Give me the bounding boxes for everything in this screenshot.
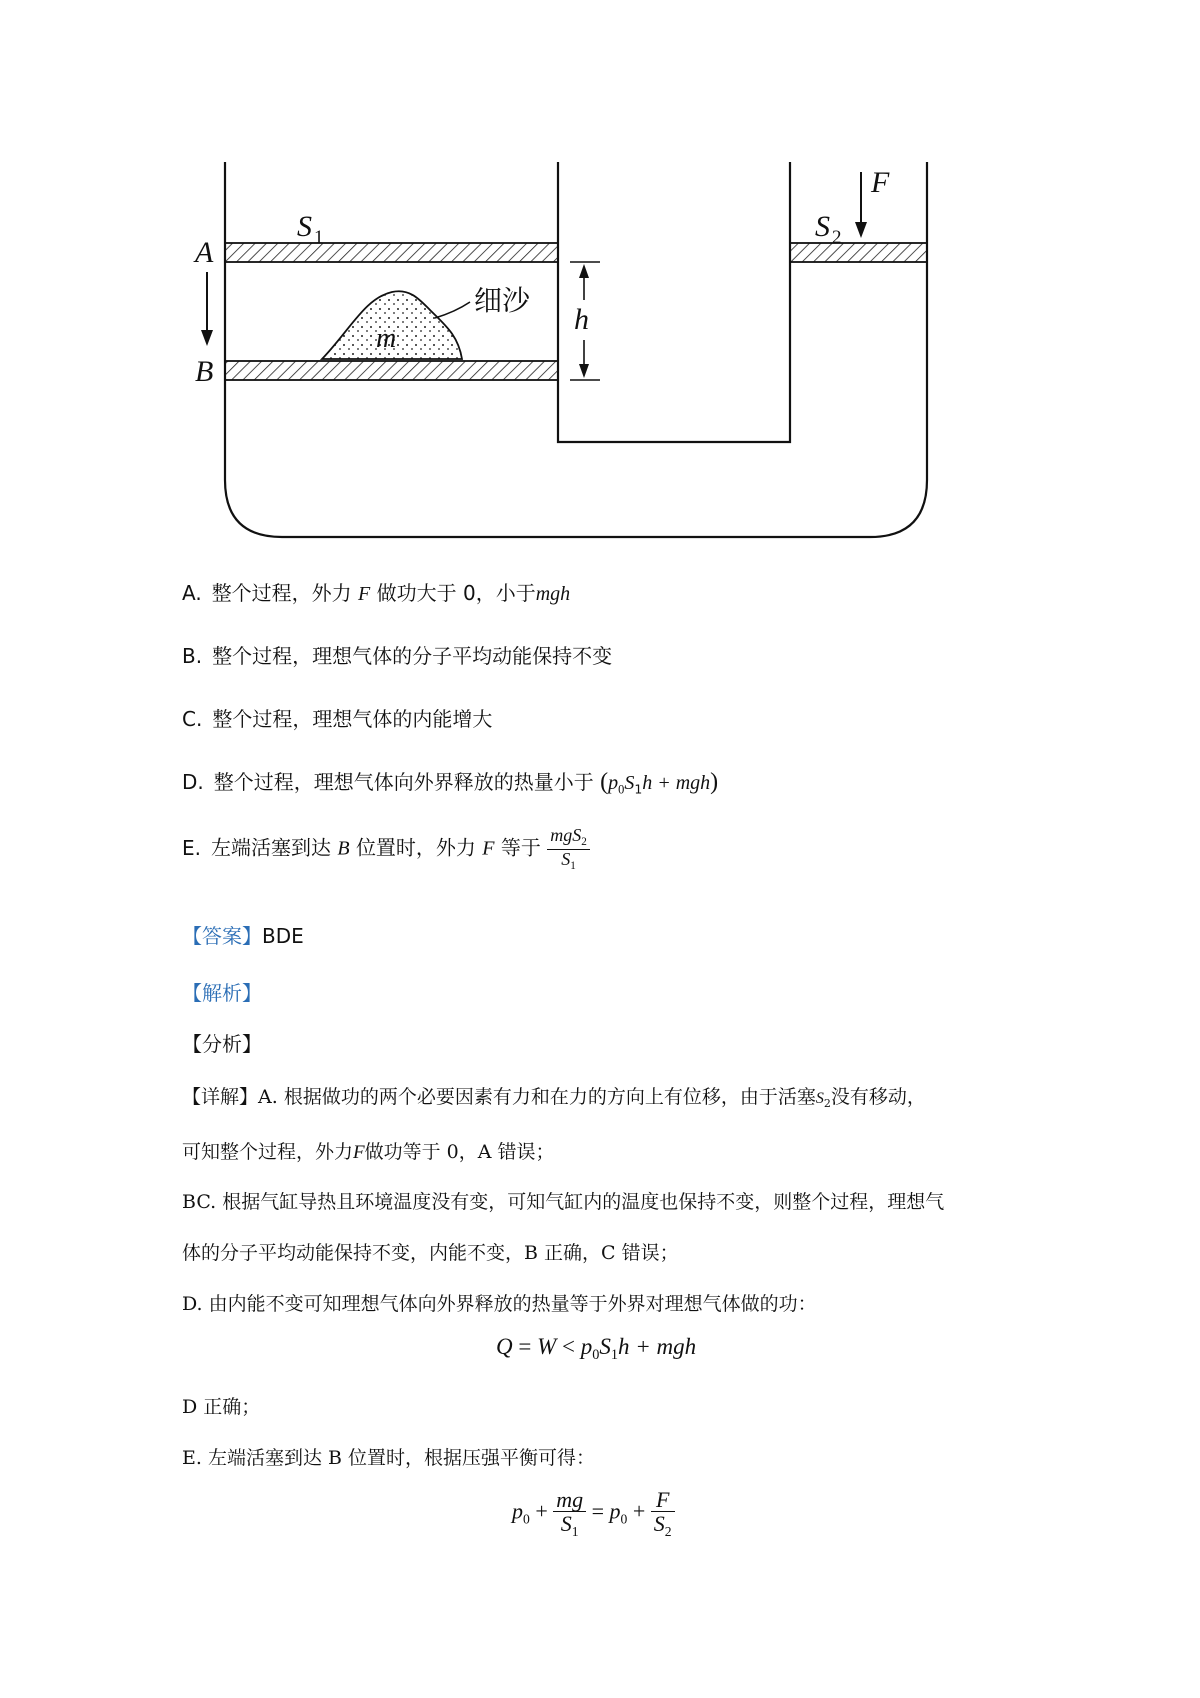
subscript: 0	[592, 1346, 600, 1363]
detail-tag: 【详解】	[182, 1086, 259, 1108]
h-arrow-up-head	[579, 264, 589, 278]
frac-num: F	[655, 1487, 670, 1512]
frac-den: S	[560, 1511, 572, 1537]
option-b	[182, 640, 612, 669]
var-q: Q	[496, 1334, 513, 1359]
option-letter: B.	[182, 644, 203, 668]
option-text: 整个过程，理想气体的分子平均动能保持不变	[212, 644, 613, 668]
var-p: p	[580, 1334, 593, 1359]
detail-text: 没有移动，	[830, 1086, 926, 1108]
option-letter: A.	[182, 581, 202, 605]
option-text: 等于	[500, 835, 541, 860]
detail-line-7: E. 左端活塞到达 B 位置时，根据压强平衡可得：	[182, 1447, 595, 1469]
frac-den: S	[561, 848, 571, 869]
subscript: 2	[823, 1096, 831, 1110]
frac-den: S	[653, 1511, 665, 1537]
detail-line-5: D. 由内能不变可知理想气体向外界释放的热量等于外界对理想气体做的功：	[182, 1293, 817, 1315]
label-h: h	[574, 303, 589, 336]
subscript: 0	[523, 1511, 530, 1527]
frac-num: mg	[556, 1487, 584, 1512]
arrow-a-to-b-head	[201, 330, 213, 346]
detail-line-2	[182, 1137, 555, 1164]
cylinder-figure	[0, 0, 1200, 560]
label-s1-sub: 1	[314, 227, 324, 248]
option-text: 位置时，外力	[355, 835, 476, 860]
piston-s2	[790, 243, 927, 262]
paren-close: )	[710, 769, 719, 795]
less-than-sign: <	[556, 1334, 581, 1359]
subscript: 1	[634, 781, 643, 797]
h-arrow-down-head	[579, 364, 589, 378]
plus-sign: +	[627, 1498, 651, 1524]
option-e	[182, 826, 590, 872]
var-s: S	[815, 1090, 824, 1107]
answer-tag: 【答案】	[182, 924, 262, 948]
frac-num: mgS	[550, 825, 582, 845]
label-sand: 细沙	[474, 284, 531, 317]
equation-q-w	[496, 1334, 696, 1364]
detail-line-6: D 正确；	[182, 1396, 261, 1418]
option-letter: C.	[182, 707, 203, 731]
expr-rest: h + mgh	[642, 772, 711, 794]
equals-sign: =	[591, 1498, 610, 1524]
answer-value: BDE	[262, 924, 304, 948]
detail-line-3: BC. 根据气缸导热且环境温度没有变，可知气缸内的温度也保持不变，则整个过程，理想气	[182, 1191, 945, 1213]
subscript: 1	[610, 1346, 619, 1363]
detail-text: A. 根据做功的两个必要因素有力和在力的方向上有位移，由于活塞	[258, 1086, 816, 1108]
subscript: 2	[664, 1523, 672, 1539]
fraction-mg-s1	[553, 1488, 586, 1539]
subscript: 0	[620, 1511, 628, 1527]
force-arrow-head	[855, 222, 867, 238]
option-letter: D.	[182, 770, 204, 794]
option-text: 整个过程，外力	[211, 581, 352, 605]
label-m: m	[376, 323, 397, 354]
label-f: F	[871, 166, 890, 199]
equals-sign: =	[512, 1334, 538, 1359]
label-b: B	[195, 355, 214, 388]
label-s1: S	[297, 210, 312, 243]
subscript: 1	[571, 1523, 579, 1539]
var-mgh: mgh	[535, 583, 571, 605]
fenxi-tag: 【分析】	[182, 1032, 262, 1056]
label-s2: S	[815, 210, 830, 243]
var-b: B	[337, 837, 350, 860]
var-f: F	[353, 1142, 365, 1163]
expr-rest: h + mgh	[618, 1334, 697, 1359]
var-f: F	[482, 837, 495, 860]
var-s: S	[599, 1334, 611, 1359]
detail-text: 做功等于 0，A 错误；	[364, 1141, 555, 1163]
label-s2-sub: 2	[832, 227, 842, 248]
paren-open: (	[600, 769, 609, 795]
piston-b	[225, 361, 558, 380]
answer-line	[182, 920, 304, 949]
subscript: 0	[618, 782, 625, 797]
var-p: p	[609, 1498, 621, 1524]
option-text: 整个过程，理想气体的内能增大	[212, 707, 493, 731]
option-text: 整个过程，理想气体向外界释放的热量小于	[213, 770, 594, 794]
fraction-f-s2	[651, 1488, 675, 1539]
option-letter: E.	[182, 835, 201, 860]
var-s: S	[624, 772, 635, 794]
detail-text: 可知整个过程，外力	[182, 1141, 354, 1163]
analysis-tag: 【解析】	[182, 981, 262, 1005]
option-text: 左端活塞到达	[211, 835, 331, 860]
fraction-mgs2-s1	[547, 826, 590, 872]
u-divider	[558, 162, 790, 442]
option-text: 做功大于 0，小于	[376, 581, 536, 605]
var-w: W	[537, 1334, 557, 1359]
sand-leader	[435, 302, 470, 318]
subscript: 1	[570, 859, 576, 872]
option-d	[182, 766, 718, 797]
label-a: A	[195, 236, 214, 269]
var-f: F	[358, 583, 371, 605]
var-p: p	[512, 1498, 523, 1524]
piston-a	[225, 243, 558, 262]
detail-line-1	[182, 1082, 926, 1110]
subscript: 2	[581, 835, 587, 848]
var-p: p	[608, 772, 619, 794]
plus-sign: +	[529, 1498, 554, 1524]
detail-line-4: 体的分子平均动能保持不变，内能不变，B 正确，C 错误；	[182, 1242, 679, 1264]
equation-pressure-balance	[512, 1488, 675, 1539]
option-a	[182, 577, 570, 606]
option-c	[182, 703, 492, 732]
